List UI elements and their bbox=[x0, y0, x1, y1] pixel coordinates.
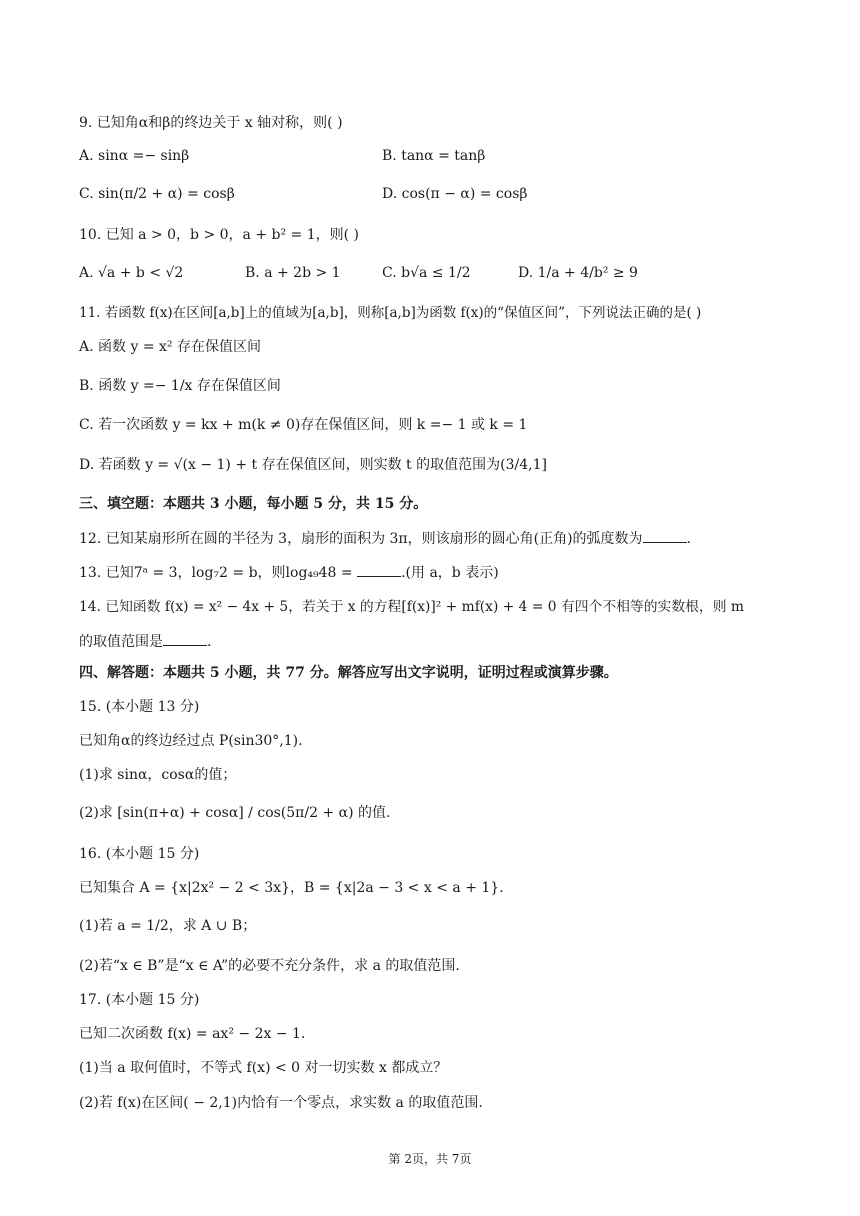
q14-text: 的取值范围是 bbox=[79, 634, 163, 650]
q11-stem: 11. 若函数 f(x)在区间[a,b]上的值域为[a,b]，则称[a,b]为函数 f(x)的“保值区间”，下列说法正确的是( ) bbox=[79, 305, 702, 321]
q15-heading: 15. (本小题 13 分) bbox=[79, 699, 200, 715]
q11-option-d: D. 若函数 y = √(x − 1) + t 存在保值区间，则实数 t 的取值范围为(3/4,1] bbox=[79, 457, 547, 473]
q13-text: 13. 已知7ᵃ = 3，log₇2 = b，则log₄₉48 = bbox=[79, 565, 358, 581]
section-3-heading: 三、填空题：本题共 3 小题，每小题 5 分，共 15 分。 bbox=[79, 496, 428, 512]
q10-stem: 10. 已知 a > 0，b > 0，a + b² = 1，则( ) bbox=[79, 227, 360, 243]
q16-part2: (2)若“x ∈ B”是“x ∈ A”的必要不充分条件，求 a 的取值范围. bbox=[79, 958, 460, 974]
q9-option-a: A. sinα =− sinβ bbox=[79, 148, 190, 164]
q14-answer-blank[interactable] bbox=[163, 631, 207, 646]
section-4-heading: 四、解答题：本题共 5 小题，共 77 分。解答应写出文字说明，证明过程或演算步骤。 bbox=[79, 665, 618, 681]
q15-part2: (2)求 [sin(π+α) + cosα] / cos(5π/2 + α) 的值. bbox=[79, 805, 391, 821]
q11-option-b: B. 函数 y =− 1/x 存在保值区间 bbox=[79, 378, 281, 394]
q11-option-c: C. 若一次函数 y = kx + m(k ≠ 0)存在保值区间，则 k =− 1 或 k = 1 bbox=[79, 417, 528, 433]
q9-option-c: C. sin(π/2 + α) = cosβ bbox=[79, 186, 235, 202]
q10-option-b: B. a + 2b > 1 bbox=[245, 265, 341, 281]
q14-line1: 14. 已知函数 f(x) = x² − 4x + 5，若关于 x 的方程[f(x)]² + mf(x) + 4 = 0 有四个不相等的实数根，则 m bbox=[79, 599, 744, 615]
q15-stem: 已知角α的终边经过点 P(sin30°,1). bbox=[79, 733, 303, 749]
q16-part1: (1)若 a = 1/2，求 A ∪ B； bbox=[79, 918, 257, 934]
q10-option-d: D. 1/a + 4/b² ≥ 9 bbox=[518, 265, 638, 281]
page-footer: 第 2页，共 7页 bbox=[388, 1152, 472, 1166]
q17-part2: (2)若 f(x)在区间( − 2,1)内恰有一个零点，求实数 a 的取值范围. bbox=[79, 1095, 483, 1111]
q17-heading: 17. (本小题 15 分) bbox=[79, 992, 200, 1008]
q12 bbox=[79, 528, 691, 549]
q13-end: .(用 a，b 表示) bbox=[401, 565, 499, 581]
q14-line2 bbox=[79, 631, 211, 652]
q17-stem: 已知二次函数 f(x) = ax² − 2x − 1. bbox=[79, 1026, 306, 1042]
q13-answer-blank[interactable] bbox=[357, 562, 401, 577]
q16-heading: 16. (本小题 15 分) bbox=[79, 846, 200, 862]
q15-part1: (1)求 sinα，cosα的值； bbox=[79, 767, 237, 783]
q10-option-c: C. b√a ≤ 1/2 bbox=[382, 265, 471, 281]
q9-stem: 9. 已知角α和β的终边关于 x 轴对称，则( ) bbox=[79, 115, 343, 131]
q16-stem: 已知集合 A = {x|2x² − 2 < 3x}，B = {x|2a − 3 < x < a + 1}. bbox=[79, 880, 504, 896]
q9-option-b: B. tanα = tanβ bbox=[382, 148, 486, 164]
q12-end: . bbox=[686, 531, 692, 547]
q10-option-a: A. √a + b < √2 bbox=[79, 265, 184, 281]
q12-text: 12. 已知某扇形所在圆的半径为 3，扇形的面积为 3π，则该扇形的圆心角(正角)的弧度数为 bbox=[79, 531, 643, 547]
q9-option-d: D. cos(π − α) = cosβ bbox=[382, 186, 528, 202]
q17-part1: (1)当 a 取何值时，不等式 f(x) < 0 对一切实数 x 都成立？ bbox=[79, 1060, 448, 1076]
q13 bbox=[79, 562, 499, 583]
q11-option-a: A. 函数 y = x² 存在保值区间 bbox=[79, 339, 261, 355]
q14-end: . bbox=[207, 634, 212, 650]
q12-answer-blank[interactable] bbox=[643, 528, 687, 543]
